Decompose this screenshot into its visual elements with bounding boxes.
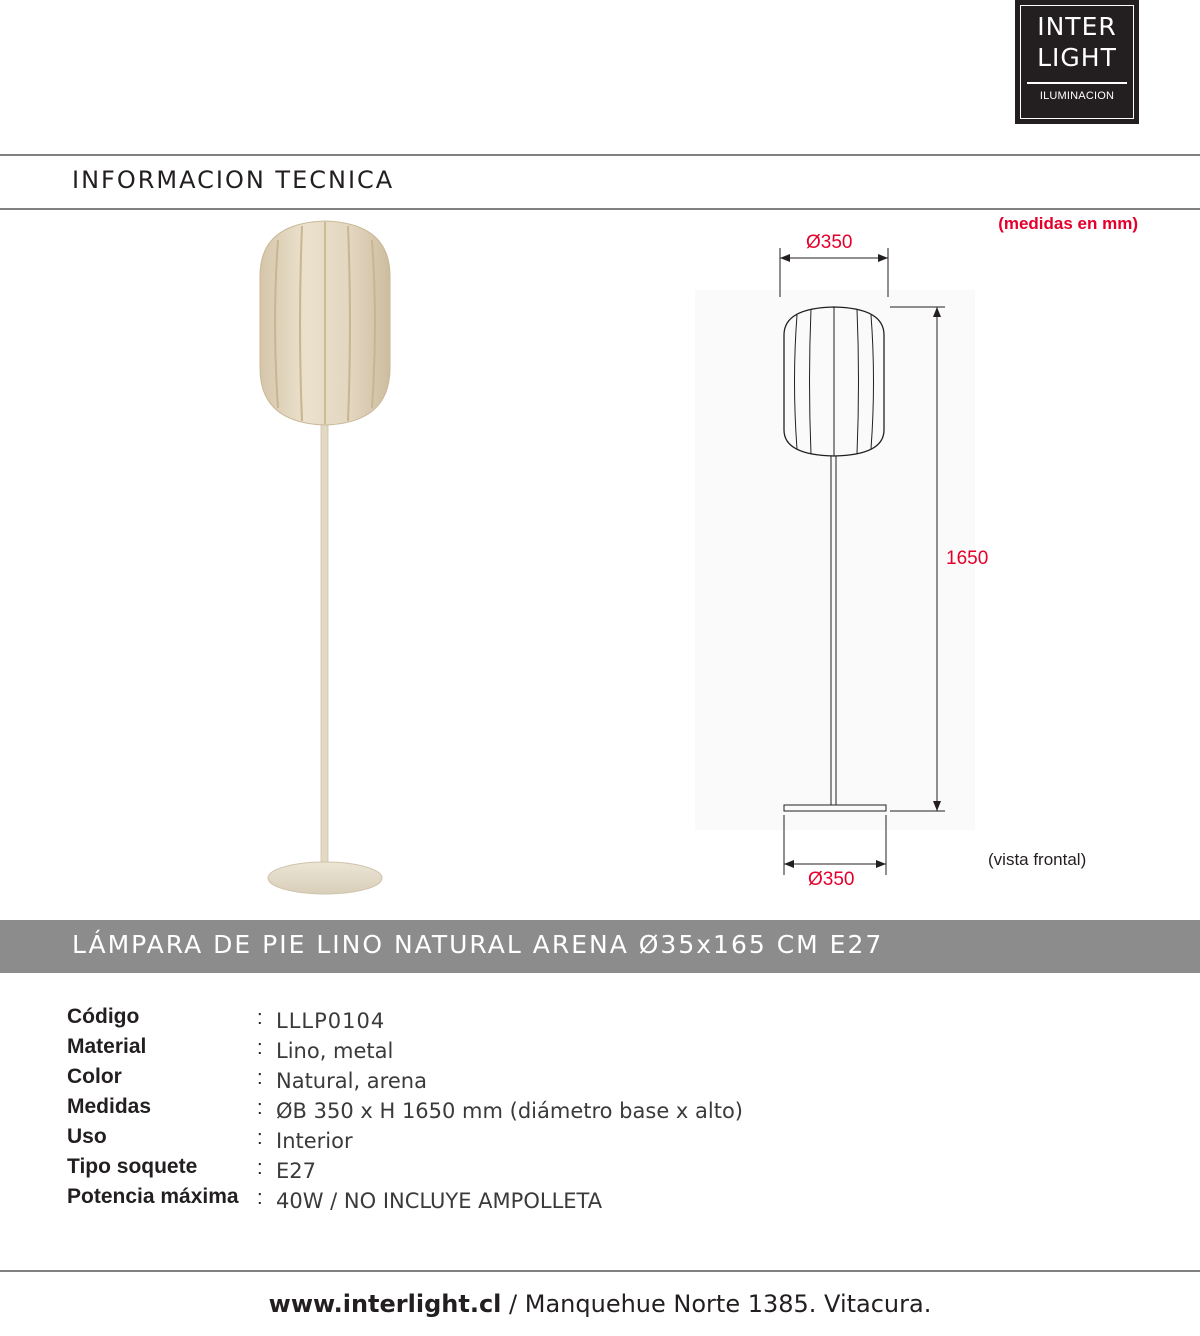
logo-line-iluminacion: ILUMINACION [1039, 90, 1115, 102]
base-diameter-label: Ø350 [808, 869, 855, 890]
logo-line-light: LIGHT [1037, 43, 1117, 72]
spec-value: Lino, metal [276, 1039, 394, 1063]
spec-separator: : [257, 1007, 263, 1029]
spec-value: LLLP0104 [276, 1009, 386, 1033]
footer [0, 1290, 1200, 1318]
spec-value: 40W / NO INCLUYE AMPOLLETA [276, 1189, 603, 1213]
section-title: INFORMACION TECNICA [72, 166, 395, 194]
spec-label: Material [67, 1035, 147, 1058]
spec-label: Potencia máxima [67, 1185, 239, 1208]
address-text: / Manquehue Norte 1385. Vitacura. [501, 1290, 932, 1318]
spec-label: Tipo soquete [67, 1155, 198, 1178]
section-divider [0, 208, 1200, 210]
brand-logo [1015, 0, 1139, 124]
product-title: LÁMPARA DE PIE LINO NATURAL ARENA Ø35x165 CM E27 [72, 930, 884, 959]
spec-separator: : [257, 1097, 263, 1119]
units-note: (medidas en mm) [998, 214, 1138, 233]
spec-separator: : [257, 1037, 263, 1059]
lamp-base [268, 862, 382, 894]
spec-label: Color [67, 1065, 122, 1088]
spec-label: Medidas [67, 1095, 152, 1118]
spec-separator: : [257, 1127, 263, 1149]
spec-value: ØB 350 x H 1650 mm (diámetro base x alto) [276, 1099, 743, 1123]
spec-value: Natural, arena [276, 1069, 427, 1093]
spec-separator: : [257, 1187, 263, 1209]
product-photo [250, 218, 400, 898]
spec-label: Código [67, 1005, 140, 1028]
footer-divider [0, 1270, 1200, 1272]
product-title-band [0, 920, 1200, 973]
spec-value: Interior [276, 1129, 353, 1153]
spec-separator: : [257, 1157, 263, 1179]
height-label: 1650 [946, 548, 989, 569]
lamp-pole [321, 423, 328, 863]
spec-separator: : [257, 1067, 263, 1089]
website-link[interactable]: www.interlight.cl [268, 1290, 502, 1318]
top-divider [0, 154, 1200, 156]
view-note: (vista frontal) [988, 850, 1087, 869]
logo-divider [1027, 82, 1127, 84]
spec-value: E27 [276, 1159, 316, 1183]
logo-line-inter: INTER [1037, 12, 1117, 41]
top-diameter-label: Ø350 [806, 232, 853, 253]
spec-label: Uso [67, 1125, 107, 1148]
